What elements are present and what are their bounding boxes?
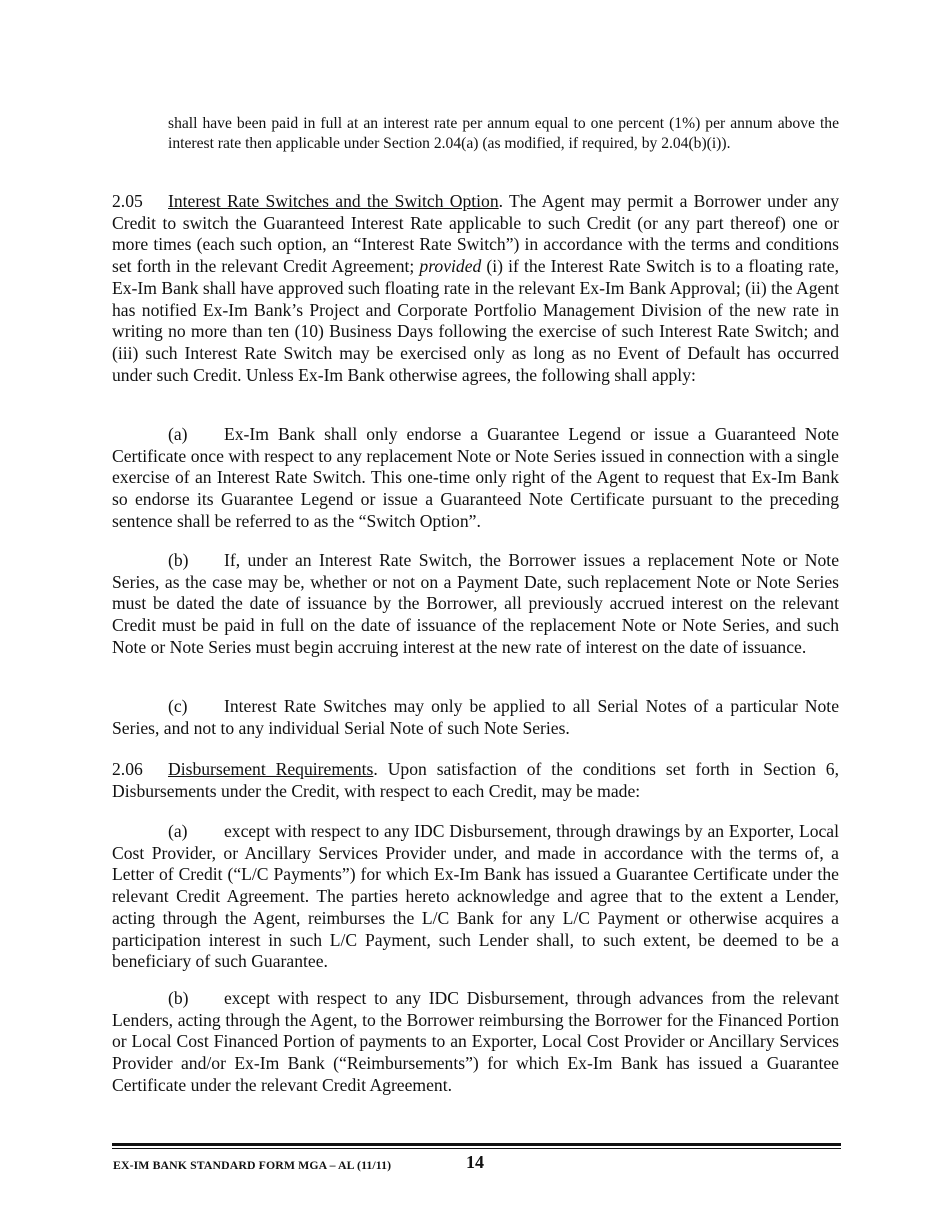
continuation-paragraph: shall have been paid in full at an interest rate per annum equal to one percent (1%) per annum above the interest rate then applicable under Section 2.04(a) (as modified, if required, by 2.04(b)(i)).	[168, 115, 839, 152]
list-item	[112, 821, 839, 973]
footer-rule-thin	[112, 1148, 841, 1149]
footer-rule	[112, 1143, 841, 1146]
item-label: (c)	[168, 696, 188, 716]
page-number: 14	[466, 1152, 484, 1172]
section-2-06-paragraph	[112, 759, 839, 802]
section-2-05	[112, 191, 839, 386]
section-2-05-item-b	[112, 550, 839, 659]
section-2-06-item-a	[112, 821, 839, 973]
footer-form-name: EX-IM BANK STANDARD FORM MGA – AL (11/11)	[113, 1158, 392, 1172]
item-text: Interest Rate Switches may only be applied to all Serial Notes of a particular Note Series, and not to any individual Serial Note of such Note Series.	[112, 696, 839, 738]
section-2-06	[112, 759, 839, 802]
list-item	[112, 550, 839, 659]
item-label: (a)	[168, 821, 188, 841]
section-italic-term: provided	[419, 256, 482, 277]
section-number: 2.05	[112, 191, 143, 211]
list-item	[112, 424, 839, 533]
section-number: 2.06	[112, 759, 143, 779]
item-label: (b)	[168, 550, 189, 570]
section-2-05-item-c	[112, 696, 839, 739]
section-text: (i) if the Interest Rate Switch is to a floating rate, Ex-Im Bank shall have approved such floating rate in the relevant Ex-Im Bank Approval; (ii) the Agent has notified Ex-Im Bank’s Project and Corporate Portfolio Management Division of the new rate in writing no more than ten (10) Business Days following the exercise of such Interest Rate Switch; and (iii) such Interest Rate Switch may be exercised only as long as no Event of Default has occurred under such Credit. Unless Ex-Im Bank otherwise agrees, the following shall apply:	[112, 256, 839, 385]
list-item	[112, 988, 839, 1097]
section-text: . The Agent may permit a Borrower under any Credit to switch the Guaranteed Interest Rate applicable to such Credit (or any part thereof) one or more times (each such option, an “Interest Rate Switch”) in accordance with the terms and conditions set forth in the relevant Credit Agreement;	[112, 191, 839, 277]
list-item	[112, 696, 839, 739]
section-heading: Interest Rate Switches and the Switch Option	[168, 191, 499, 211]
section-2-06-item-b	[112, 988, 839, 1097]
item-label: (b)	[168, 988, 189, 1008]
section-2-05-paragraph	[112, 191, 839, 386]
section-text: . Upon satisfaction of the conditions set forth in Section 6, Disbursements under the Credit, with respect to each Credit, may be made:	[112, 759, 839, 801]
section-2-05-item-a	[112, 424, 839, 533]
item-label: (a)	[168, 424, 188, 444]
item-text: except with respect to any IDC Disbursement, through drawings by an Exporter, Local Cost Provider, or Ancillary Services Provider under, and made in accordance with the terms of, a Letter of Credit (“L/C Payments”) for which Ex-Im Bank has issued a Guarantee Certificate under the relevant Credit Agreement. The parties hereto acknowledge and agree that to the extent a Lender, acting through the Agent, reimburses the L/C Bank for any L/C Payment or otherwise acquires a participation interest in such L/C Payment, such Lender shall, to such extent, be deemed to be a beneficiary of such Guarantee.	[112, 821, 839, 972]
item-text: If, under an Interest Rate Switch, the Borrower issues a replacement Note or Note Series, as the case may be, whether or not on a Payment Date, such replacement Note or Note Series must be dated the date of issuance by the Borrower, all previously accrued interest on the relevant Credit must be paid in full on the date of issuance of the replacement Note or Note Series, and such Note or Note Series must begin accruing interest at the new rate of interest on the date of issuance.	[112, 550, 839, 657]
section-heading: Disbursement Requirements	[168, 759, 374, 779]
item-text: except with respect to any IDC Disbursement, through advances from the relevant Lenders, acting through the Agent, to the Borrower reimbursing the Borrower for the Financed Portion or Local Cost Financed Portion of payments to an Exporter, Local Cost Provider or Ancillary Services Provider and/or Ex-Im Bank (“Reimbursements”) for which Ex-Im Bank has issued a Guarantee Certificate under the relevant Credit Agreement.	[112, 988, 839, 1095]
item-text: Ex-Im Bank shall only endorse a Guarantee Legend or issue a Guaranteed Note Certificate once with respect to any replacement Note or Note Series issued in connection with a single exercise of an Interest Rate Switch. This one-time only right of the Agent to request that Ex-Im Bank so endorse its Guarantee Legend or issue a Guaranteed Note Certificate pursuant to the preceding sentence shall be referred to as the “Switch Option”.	[112, 424, 839, 531]
continuation-block	[168, 114, 839, 154]
